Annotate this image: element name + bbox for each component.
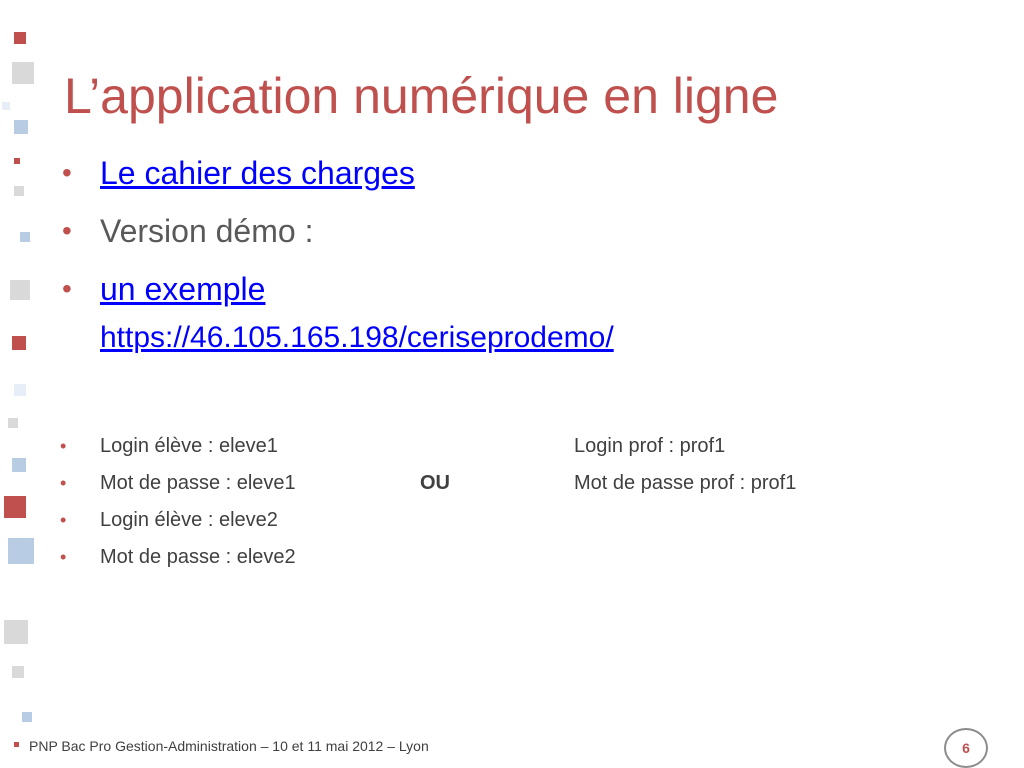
bullet-icon: • bbox=[62, 157, 72, 188]
deco-square bbox=[14, 32, 26, 44]
list-item bbox=[62, 260, 415, 318]
bullet-icon: • bbox=[60, 473, 67, 493]
deco-square bbox=[8, 418, 18, 428]
footer-text: PNP Bac Pro Gestion-Administration – 10 et 11 mai 2012 – Lyon bbox=[29, 738, 429, 754]
bullet-icon: • bbox=[60, 510, 67, 530]
teacher-credentials bbox=[574, 428, 796, 502]
bullet-icon: • bbox=[60, 436, 67, 456]
deco-square bbox=[14, 158, 20, 164]
demo-url-link[interactable]: https://46.105.165.198/ceriseprodemo/ bbox=[100, 321, 614, 354]
credential-text: Mot de passe : eleve2 bbox=[100, 546, 296, 568]
deco-square bbox=[14, 384, 26, 396]
un-exemple-link[interactable]: un exemple bbox=[100, 271, 266, 307]
slide-footer bbox=[14, 736, 429, 756]
credential-text: Login élève : eleve1 bbox=[100, 435, 278, 457]
deco-square bbox=[14, 120, 28, 134]
teacher-login: Login prof : prof1 bbox=[574, 435, 726, 457]
bullet-icon: • bbox=[60, 547, 67, 567]
bullet-icon: • bbox=[62, 215, 72, 246]
deco-square bbox=[2, 102, 10, 110]
footer-square-icon bbox=[14, 742, 19, 747]
or-label: OU bbox=[420, 472, 450, 494]
credential-text: Login élève : eleve2 bbox=[100, 509, 278, 531]
deco-square bbox=[10, 280, 30, 300]
deco-square bbox=[12, 62, 34, 84]
teacher-password: Mot de passe prof : prof1 bbox=[574, 472, 797, 494]
deco-square bbox=[22, 712, 32, 722]
deco-square bbox=[12, 458, 26, 472]
deco-square bbox=[12, 666, 24, 678]
list-item bbox=[62, 144, 415, 202]
deco-square bbox=[14, 186, 24, 196]
list-item bbox=[60, 428, 296, 465]
page-number: 6 bbox=[944, 728, 988, 768]
deco-square bbox=[8, 538, 34, 564]
bullet-icon: • bbox=[62, 273, 72, 304]
version-demo-label: Version démo : bbox=[100, 213, 314, 249]
student-credentials-list bbox=[60, 428, 296, 576]
deco-square bbox=[4, 620, 28, 644]
list-item bbox=[62, 202, 415, 260]
main-bullet-list bbox=[62, 144, 415, 318]
list-item bbox=[60, 539, 296, 576]
deco-square bbox=[12, 336, 26, 350]
slide-title: L’application numérique en ligne bbox=[64, 68, 779, 124]
deco-square bbox=[20, 232, 30, 242]
credential-text: Mot de passe : eleve1 bbox=[100, 472, 296, 494]
list-item bbox=[60, 465, 296, 502]
cahier-des-charges-link[interactable]: Le cahier des charges bbox=[100, 155, 415, 191]
deco-square bbox=[4, 496, 26, 518]
list-item bbox=[60, 502, 296, 539]
